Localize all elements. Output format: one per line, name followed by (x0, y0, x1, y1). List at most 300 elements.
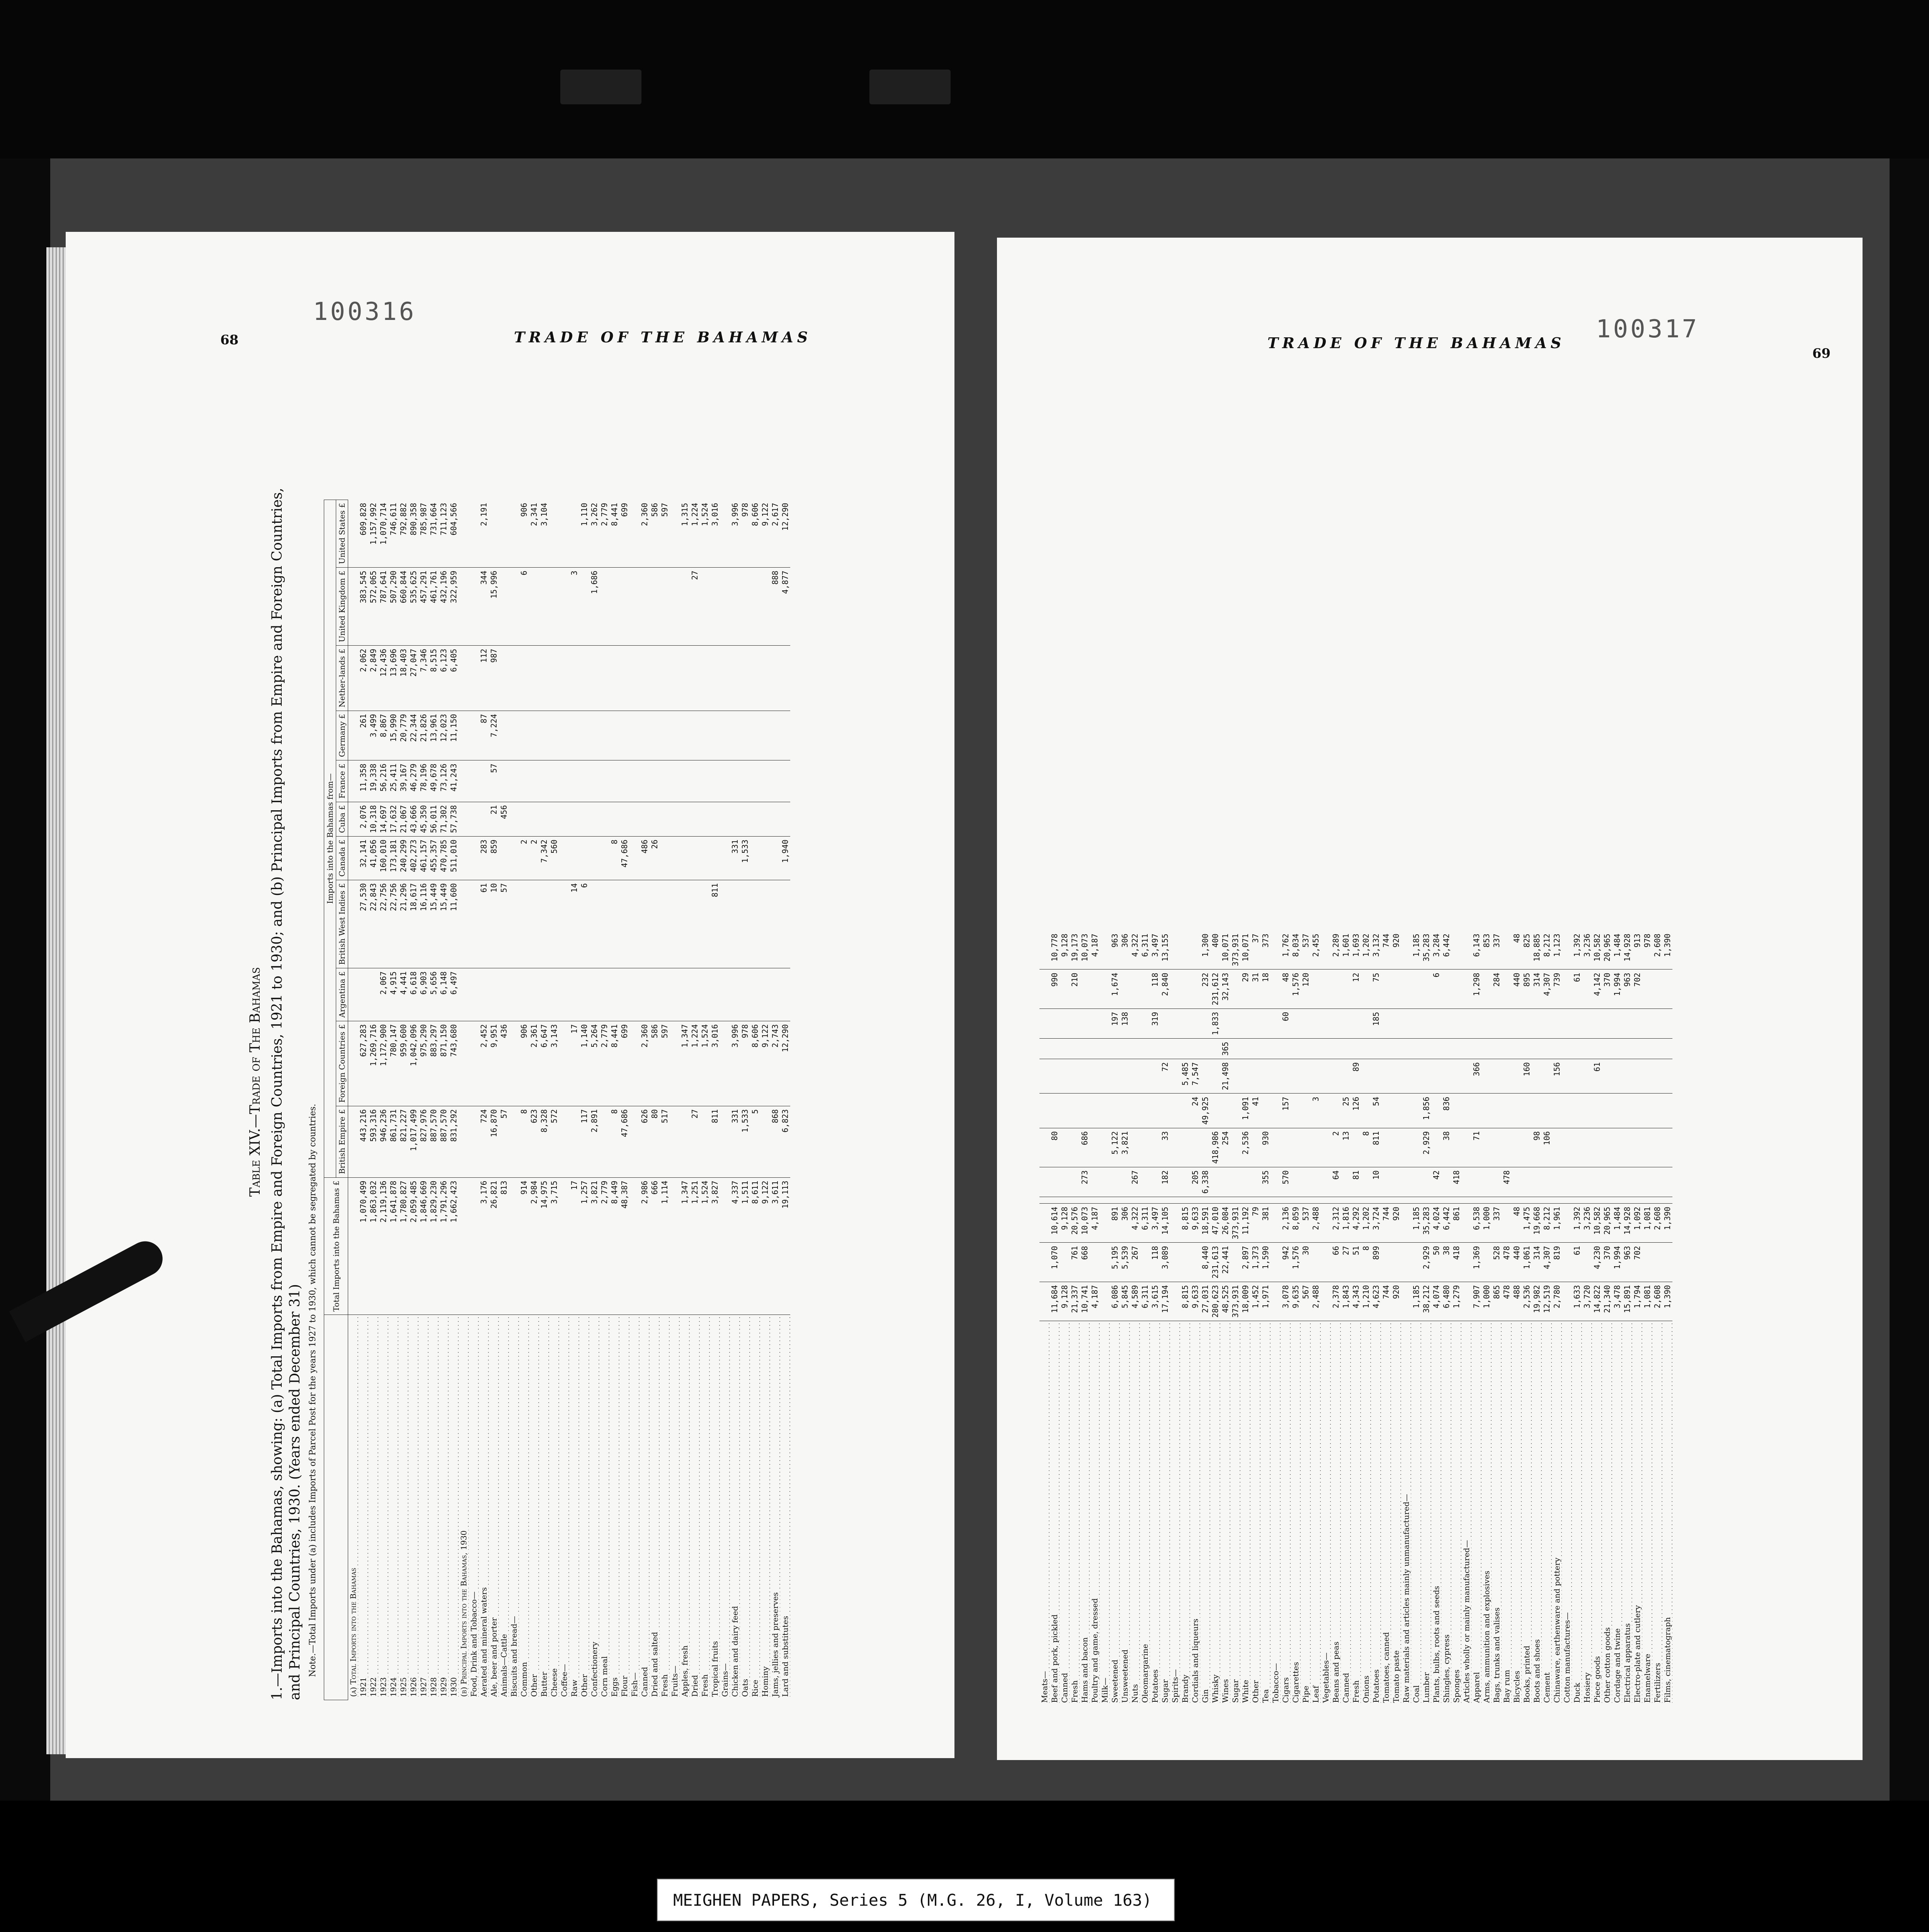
table-row (1461, 930, 1471, 1706)
table-cell: 22,344 (408, 711, 418, 760)
table-cell (1260, 1094, 1271, 1128)
table-cell: 6,903 (418, 968, 429, 1021)
table-row (1130, 930, 1140, 1706)
table-cell: 27,530 (358, 880, 368, 968)
table-cell (1652, 1243, 1662, 1282)
table-cell: 666 (650, 1177, 660, 1315)
table-cell (1482, 1059, 1492, 1094)
table-cell: 26,084 (1220, 1204, 1230, 1243)
table-cell: 1,000 (1482, 1282, 1492, 1321)
table-cell (1090, 1094, 1100, 1128)
table-cell (720, 836, 730, 880)
table-cell (559, 500, 569, 567)
row-label: Dried (690, 1315, 700, 1700)
row-label: 1927 (418, 1315, 429, 1700)
table-row (1371, 930, 1381, 1706)
row-label: Aerated and mineral waters (479, 1315, 489, 1700)
table-cell: 3 (569, 567, 579, 645)
table-cell (1190, 930, 1200, 969)
table-cell (1160, 1009, 1170, 1038)
table-cell (740, 711, 750, 760)
table-cell: 1,863,032 (368, 1177, 378, 1315)
table-cell: 57 (489, 760, 499, 802)
table-cell (690, 802, 700, 836)
table-row (1331, 930, 1341, 1706)
table-cell: 711,123 (439, 500, 449, 567)
table-cell (1090, 1009, 1100, 1038)
table-cell: 8,815 (1180, 1282, 1190, 1321)
table-row (1492, 930, 1502, 1706)
table-cell (780, 711, 790, 760)
table-cell: 3,236 (1582, 930, 1592, 969)
table-cell (750, 567, 760, 645)
table-cell (519, 802, 529, 836)
table-cell: 978 (1642, 930, 1652, 969)
column-header: United Kingdom £ (336, 567, 348, 645)
table-cell: 1,533 (740, 836, 750, 880)
table-row (559, 500, 569, 1700)
table-cell: 1,070,499 (358, 1177, 368, 1315)
table-cell: 731,664 (429, 500, 439, 567)
table-cell: 724 (479, 1106, 489, 1177)
table-cell (1602, 1167, 1612, 1197)
table-cell (549, 645, 559, 711)
table-cell (1060, 1038, 1070, 1059)
table-cell (1592, 1009, 1602, 1038)
table-cell: 1,369 (1471, 1243, 1482, 1282)
table-cell: 528 (1492, 1243, 1502, 1282)
table-cell (1150, 1167, 1160, 1197)
row-label: Piece goods (1592, 1321, 1602, 1706)
table-cell (1039, 1009, 1050, 1038)
table-row (408, 500, 418, 1700)
table-cell: 746,611 (388, 500, 398, 567)
table-cell: 81 (1351, 1167, 1361, 1197)
table-cell: 963 (1622, 1243, 1632, 1282)
table-cell (479, 968, 489, 1021)
table-cell (629, 500, 640, 567)
table-cell (1502, 1094, 1512, 1128)
table-row (670, 500, 680, 1700)
table-cell (1381, 1243, 1391, 1282)
table-cell: 1,780,827 (398, 1177, 408, 1315)
table-cell (1602, 1059, 1612, 1094)
table-cell: 37 (1250, 930, 1260, 969)
table-cell (1391, 1128, 1401, 1167)
table-cell (599, 968, 609, 1021)
table-cell: 17,632 (388, 802, 398, 836)
table-cell: 267 (1130, 1243, 1140, 1282)
table-cell: 2,360 (640, 500, 650, 567)
table-cell (720, 968, 730, 1021)
table-cell: 98 (1532, 1128, 1542, 1167)
table-cell: 1,693 (1351, 930, 1361, 969)
table-cell: 314 (1532, 1243, 1542, 1282)
table-cell: 71,302 (439, 802, 449, 836)
table-row (1281, 930, 1291, 1706)
table-cell: 699 (619, 500, 629, 567)
table-cell (1662, 1094, 1672, 1128)
table-cell: 6,538 (1471, 1204, 1482, 1243)
table-cell: 20,965 (1602, 1204, 1612, 1243)
table-cell: 2 (1331, 1128, 1341, 1167)
table-cell (1652, 1197, 1662, 1204)
table-cell (1552, 1009, 1562, 1038)
table-cell (760, 567, 770, 645)
table-cell: 45,350 (418, 802, 429, 836)
table-cell: 78,196 (418, 760, 429, 802)
table-cell (1381, 1167, 1391, 1197)
row-label: Milk— (1100, 1321, 1110, 1706)
table-cell (1572, 1094, 1582, 1128)
table-row (1482, 930, 1492, 1706)
table-cell (640, 760, 650, 802)
table-cell (1301, 1128, 1311, 1167)
page-number: 69 (1812, 346, 1831, 361)
table-cell (760, 968, 770, 1021)
table-cell: 47,010 (1210, 1204, 1220, 1243)
row-label: Onions (1361, 1321, 1371, 1706)
table-cell (1461, 1009, 1471, 1038)
table-cell: 3,132 (1371, 930, 1381, 969)
table-cell: 10,582 (1592, 1204, 1602, 1243)
table-cell (1331, 1094, 1341, 1128)
table-cell: 668 (1080, 1243, 1090, 1282)
table-cell: 48 (1512, 930, 1522, 969)
table-cell: 7,342 (539, 836, 549, 880)
table-cell (1562, 1038, 1572, 1059)
table-cell: 8,328 (539, 1106, 549, 1177)
table-cell (1602, 1094, 1612, 1128)
table-cell (509, 645, 519, 711)
table-cell: 1,674 (1110, 969, 1120, 1009)
table-cell (1120, 1167, 1130, 1197)
table-cell (1150, 1094, 1160, 1128)
table-cell (1281, 1038, 1291, 1059)
rotated-table-block (1039, 930, 1672, 1706)
table-cell: 9,635 (1291, 1282, 1301, 1321)
row-label: Food, Drink and Tobacco— (469, 1315, 479, 1700)
table-cell (1170, 1009, 1180, 1038)
table-cell: 22,843 (368, 880, 378, 968)
table-cell (629, 645, 640, 711)
row-label: 1926 (408, 1315, 418, 1700)
table-cell (1170, 969, 1180, 1009)
table-cell: 6,647 (539, 1021, 549, 1106)
table-cell (539, 968, 549, 1021)
table-cell: 8 (609, 1106, 619, 1177)
table-cell: 1,762 (1281, 930, 1291, 969)
table-cell: 16,870 (489, 1106, 499, 1177)
table-cell (700, 567, 710, 645)
row-label: Spirits— (1170, 1321, 1180, 1706)
table-cell: 891 (1110, 1204, 1120, 1243)
table-cell (690, 760, 700, 802)
row-label: Cordials and liqueurs (1190, 1321, 1200, 1706)
table-cell: 1,315 (680, 500, 690, 567)
table-cell (459, 645, 469, 711)
table-cell: 586 (650, 1021, 660, 1106)
table-row (459, 500, 469, 1700)
table-cell (1622, 1197, 1632, 1204)
table-cell: 126 (1351, 1094, 1361, 1128)
row-label: Eggs (609, 1315, 619, 1700)
table-cell (1321, 1128, 1331, 1167)
table-cell (1180, 1009, 1190, 1038)
table-cell (1190, 1038, 1200, 1059)
table-row (489, 500, 499, 1700)
table-cell (1662, 1167, 1672, 1197)
film-border-top (0, 0, 1929, 158)
table-cell (529, 711, 539, 760)
table-cell: 436 (499, 1021, 509, 1106)
table-cell (740, 567, 750, 645)
table-cell (660, 880, 670, 968)
table-cell (529, 880, 539, 968)
table-cell: 5,845 (1120, 1282, 1130, 1321)
column-header: Cuba £ (336, 802, 348, 836)
table-cell (1411, 1094, 1421, 1128)
table-cell (1361, 1167, 1371, 1197)
table-row (629, 500, 640, 1700)
table-cell (1271, 1204, 1281, 1243)
table-cell: 570 (1281, 1167, 1291, 1197)
table-cell (519, 645, 529, 711)
table-cell (1039, 1128, 1050, 1167)
table-cell (700, 645, 710, 711)
table-cell (1230, 1167, 1240, 1197)
table-cell (1321, 1009, 1331, 1038)
table-cell: 1,017,499 (408, 1106, 418, 1177)
table-cell (1632, 1128, 1642, 1167)
table-cell (1180, 1197, 1190, 1204)
table-cell (1070, 1167, 1080, 1197)
table-cell (1652, 1038, 1662, 1059)
table-cell (1441, 1197, 1451, 1204)
table-cell: 373,931 (1230, 1282, 1240, 1321)
table-cell (1311, 1167, 1321, 1197)
table-cell (1100, 1059, 1110, 1094)
table-cell: 9,122 (760, 1021, 770, 1106)
table-cell: 597 (660, 1021, 670, 1106)
table-row (1180, 930, 1190, 1706)
row-label: Gin (1200, 1321, 1210, 1706)
table-cell (640, 968, 650, 1021)
table-cell (1582, 969, 1592, 1009)
table-cell (559, 836, 569, 880)
table-cell (579, 711, 589, 760)
table-cell (539, 760, 549, 802)
table-row (1441, 930, 1451, 1706)
table-cell: 1,269,716 (368, 1021, 378, 1106)
table-cell: 47,686 (619, 1106, 629, 1177)
table-cell (539, 880, 549, 968)
table-cell: 26 (650, 836, 660, 880)
table-cell (1100, 1204, 1110, 1243)
table-cell (1120, 1197, 1130, 1204)
table-cell: 2,488 (1311, 1282, 1321, 1321)
table-cell: 267 (1130, 1167, 1140, 1197)
table-cell: 2,378 (1331, 1282, 1341, 1321)
table-cell (1281, 1128, 1291, 1167)
table-cell: 535,625 (408, 567, 418, 645)
table-cell: 33 (1160, 1128, 1170, 1167)
table-cell: 15,449 (439, 880, 449, 968)
table-cell (499, 567, 509, 645)
table-cell (740, 802, 750, 836)
table-cell (1170, 1243, 1180, 1282)
table-cell (1150, 1038, 1160, 1059)
table-cell: 3,016 (710, 500, 720, 567)
table-cell (750, 836, 760, 880)
table-cell: 470,785 (439, 836, 449, 880)
table-cell (348, 1106, 359, 1177)
table-cell (1070, 1038, 1080, 1059)
table-cell: 811 (710, 1106, 720, 1177)
table-cell (609, 968, 619, 1021)
table-cell (459, 500, 469, 567)
table-cell: 47,686 (619, 836, 629, 880)
table-cell: 15,449 (429, 880, 439, 968)
table-cell: 1,392 (1572, 930, 1582, 969)
row-label: Books, printed (1522, 1321, 1532, 1706)
table-cell (1522, 1038, 1532, 1059)
table-cell (1080, 1197, 1090, 1204)
table-cell: 3,615 (1150, 1282, 1160, 1321)
table-cell: 11,684 (1050, 1282, 1060, 1321)
table-cell: 48 (1281, 969, 1291, 1009)
table-cell: 2,312 (1331, 1204, 1341, 1243)
table-cell: 660,844 (398, 567, 408, 645)
table-cell (529, 645, 539, 711)
table-cell: 1,157,992 (368, 500, 378, 567)
table-cell (1230, 1059, 1240, 1094)
table-cell: 6,442 (1441, 1204, 1451, 1243)
table-cell (479, 760, 489, 802)
table-cell (529, 968, 539, 1021)
table-cell (1271, 1167, 1281, 1197)
table-cell: 173,181 (388, 836, 398, 880)
row-label: Sugar (1160, 1321, 1170, 1706)
table-cell: 2,779 (599, 1177, 609, 1315)
table-cell: 14,105 (1160, 1204, 1170, 1243)
table-cell (589, 836, 599, 880)
table-cell (1572, 1197, 1582, 1204)
table-cell: 8,441 (609, 1021, 619, 1106)
right-page (997, 238, 1863, 1760)
table-cell: 597 (660, 500, 670, 567)
table-cell (459, 711, 469, 760)
table-cell: 3,478 (1612, 1282, 1622, 1321)
table-row (1602, 930, 1612, 1706)
table-row (1572, 930, 1582, 1706)
row-label: Canned (640, 1315, 650, 1700)
table-cell (1281, 1059, 1291, 1094)
table-cell (599, 880, 609, 968)
table-cell (760, 645, 770, 711)
table-cell (1542, 1167, 1552, 1197)
table-cell: 627,283 (358, 1021, 368, 1106)
row-label: Tomato paste (1391, 1321, 1401, 1706)
table-cell: 21,498 (1220, 1059, 1230, 1094)
table-cell (529, 760, 539, 802)
table-cell (1502, 930, 1512, 969)
table-cell (740, 880, 750, 968)
table-cell (1451, 1009, 1461, 1038)
column-header: Foreign Countries £ (336, 1021, 348, 1106)
imports-table-left (324, 500, 790, 1700)
table-row (398, 500, 408, 1700)
table-cell: 443,216 (358, 1106, 368, 1177)
table-cell (1220, 1197, 1230, 1204)
table-cell (1381, 1038, 1391, 1059)
table-cell (650, 968, 660, 1021)
table-cell: 3,016 (710, 1021, 720, 1106)
table-cell (1080, 1094, 1090, 1128)
table-cell: 1,971 (1260, 1282, 1271, 1321)
table-cell: 283 (479, 836, 489, 880)
table-cell: 2,891 (589, 1106, 599, 1177)
table-row (358, 500, 368, 1700)
table-cell (1522, 1167, 1532, 1197)
table-cell (670, 645, 680, 711)
table-cell (1321, 1167, 1331, 1197)
table-cell (1522, 1197, 1532, 1204)
table-cell: 66 (1331, 1243, 1341, 1282)
table-cell: 4,322 (1130, 1204, 1140, 1243)
table-cell: 6 (1431, 969, 1441, 1009)
table-cell: 19,173 (1070, 930, 1080, 969)
row-label: Sponges (1451, 1321, 1461, 1706)
row-label: Sugar (1230, 1321, 1240, 1706)
table-cell (1371, 1038, 1381, 1059)
table-cell (1421, 1038, 1431, 1059)
table-cell (1060, 969, 1070, 1009)
table-cell (1391, 1038, 1401, 1059)
table-cell (770, 836, 780, 880)
table-cell (1180, 1094, 1190, 1128)
table-cell (509, 1106, 519, 1177)
table-cell: 920 (1391, 1204, 1401, 1243)
table-cell (569, 836, 579, 880)
table-row (1210, 930, 1220, 1706)
table-cell (1341, 969, 1351, 1009)
table-cell (348, 836, 359, 880)
table-cell (1039, 969, 1050, 1009)
table-cell (680, 567, 690, 645)
table-cell: 48,525 (1220, 1282, 1230, 1321)
table-cell: 1,961 (1552, 1204, 1562, 1243)
table-cell: 2,743 (770, 1021, 780, 1106)
table-row (1411, 930, 1421, 1706)
row-label: Coal (1411, 1321, 1421, 1706)
table-cell: 14,822 (1592, 1282, 1602, 1321)
table-cell (348, 760, 359, 802)
table-cell (670, 760, 680, 802)
table-cell (1562, 1197, 1572, 1204)
table-cell: 890,358 (408, 500, 418, 567)
table-cell: 478 (1502, 1167, 1512, 1197)
table-cell: 3 (1311, 1094, 1321, 1128)
table-cell: 1,484 (1612, 930, 1622, 969)
table-cell: 1,373 (1250, 1243, 1260, 1282)
table-cell: 117 (579, 1106, 589, 1177)
table-cell (1482, 1038, 1492, 1059)
table-cell (670, 500, 680, 567)
table-cell (710, 567, 720, 645)
table-cell (680, 645, 690, 711)
table-cell: 38,212 (1421, 1282, 1431, 1321)
